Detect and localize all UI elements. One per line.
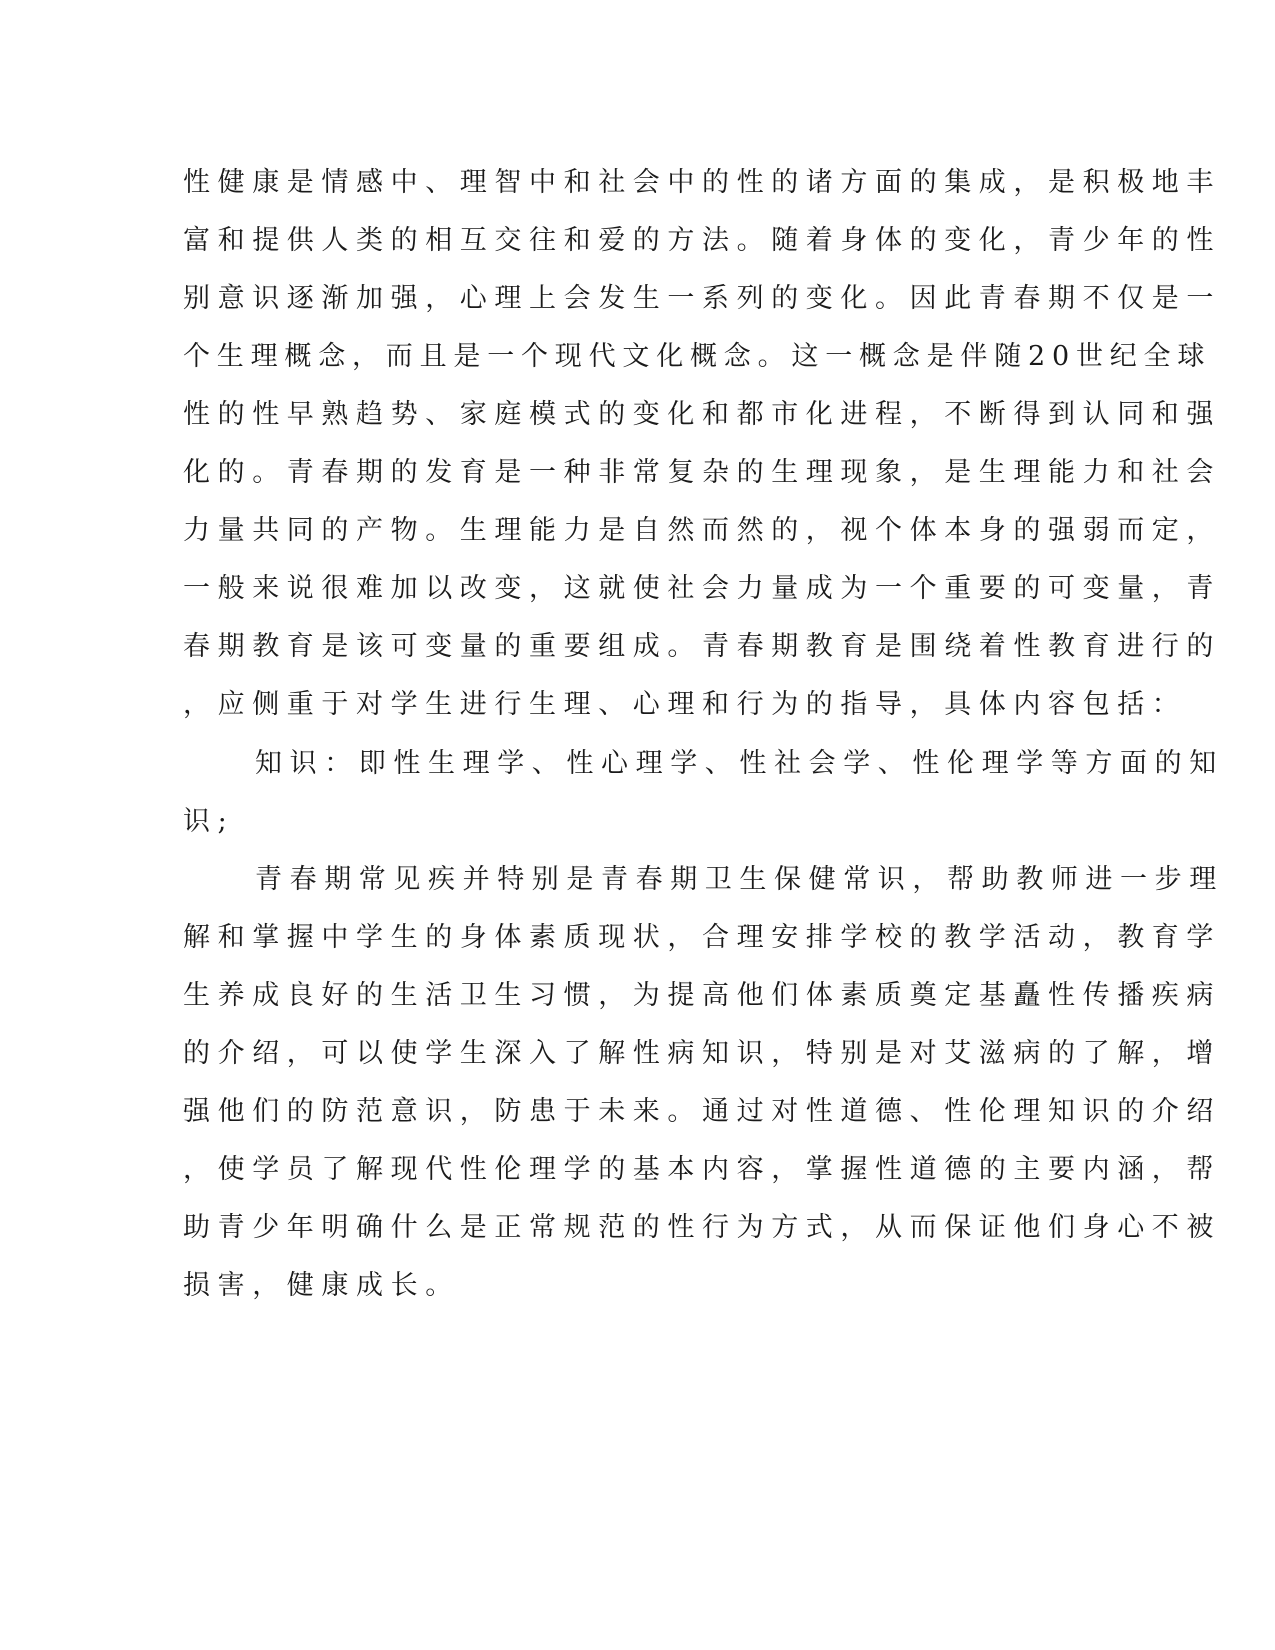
paragraph-1-line-3: 别意识逐渐加强，心理上会发生一系列的变化。因此青春期不仅是一 (183, 283, 1221, 314)
paragraph-3-line-7: 助青少年明确什么是正常规范的性行为方式，从而保证他们身心不被 (183, 1212, 1221, 1243)
paragraph-3-line-8: 损害，健康成长。 (183, 1270, 460, 1301)
paragraph-3-line-1: 青春期常见疾并特别是青春期卫生保健常识，帮助教师进一步理 (255, 864, 1224, 895)
paragraph-1-line-9: 春期教育是该可变量的重要组成。青春期教育是围绕着性教育进行的 (183, 631, 1221, 662)
paragraph-3-line-3: 生养成良好的生活卫生习惯，为提高他们体素质奠定基矗性传播疾病 (183, 980, 1221, 1011)
paragraph-3-line-2: 解和掌握中学生的身体素质现状，合理安排学校的教学活动，教育学 (183, 922, 1221, 953)
paragraph-2-line-2: 识; (183, 806, 235, 837)
paragraph-1-line-7: 力量共同的产物。生理能力是自然而然的，视个体本身的强弱而定， (183, 515, 1221, 546)
paragraph-1-line-4: 个生理概念，而且是一个现代文化概念。这一概念是伴随20世纪全球 (183, 341, 1212, 372)
paragraph-1-line-2: 富和提供人类的相互交往和爱的方法。随着身体的变化，青少年的性 (183, 225, 1221, 256)
paragraph-3-line-6: ，使学员了解现代性伦理学的基本内容，掌握性道德的主要内涵，帮 (183, 1154, 1221, 1185)
paragraph-1-line-10: ，应侧重于对学生进行生理、心理和行为的指导，具体内容包括： (183, 689, 1187, 720)
paragraph-1-line-1: 性健康是情感中、理智中和社会中的性的诸方面的集成，是积极地丰 (183, 167, 1221, 198)
paragraph-1-line-8: 一般来说很难加以改变，这就使社会力量成为一个重要的可变量，青 (183, 573, 1221, 604)
paragraph-2-line-1: 知识：即性生理学、性心理学、性社会学、性伦理学等方面的知 (255, 748, 1224, 779)
paragraph-1-line-6: 化的。青春期的发育是一种非常复杂的生理现象，是生理能力和社会 (183, 457, 1221, 488)
paragraph-1-line-5: 性的性早熟趋势、家庭模式的变化和都市化进程，不断得到认同和强 (183, 399, 1221, 430)
paragraph-3-line-5: 强他们的防范意识，防患于未来。通过对性道德、性伦理知识的介绍 (183, 1096, 1221, 1127)
paragraph-3-line-4: 的介绍，可以使学生深入了解性病知识，特别是对艾滋病的了解，增 (183, 1038, 1221, 1069)
